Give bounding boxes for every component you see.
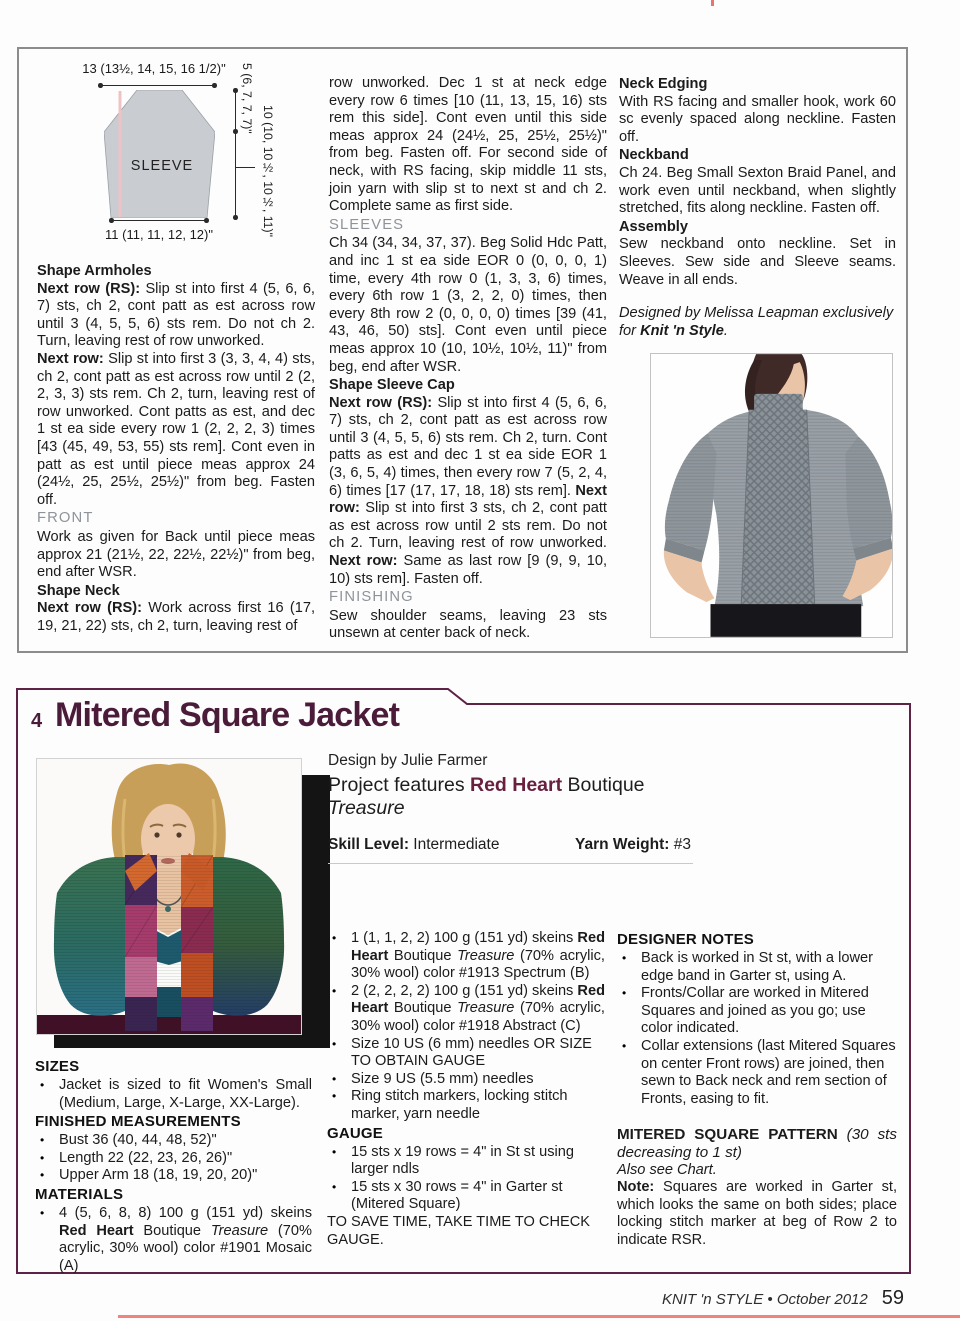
bullet-marker: • [332, 1179, 337, 1194]
pattern-paragraph: Next row (RS): Slip st into first 4 (5, 6, 6, 7) sts, ch 2, cont patt as est across row until 3 (4, 5, 5, 6) sts rem. Do not ch 2. Turn, leaving rest of row unworked. [37, 280, 315, 350]
heading-gauge: GAUGE [327, 1124, 384, 1142]
bullet-item [327, 1088, 605, 1123]
bullet-marker: • [40, 1078, 45, 1092]
schematic-measure-tick [235, 167, 255, 168]
skill-level-label: Skill Level: [328, 836, 409, 853]
info-divider-rule [328, 863, 693, 864]
bullet-text: Back is worked in St st, with a lower edge band in Garter st, using A. [641, 950, 873, 984]
bullet-item [617, 950, 897, 985]
bullet-text: Ring stitch markers, locking stitch marker, yarn needle [351, 1088, 568, 1122]
magazine-footer [480, 1287, 904, 1310]
schematic-bottom-measurement: 11 (11, 11, 12, 12)" [105, 227, 213, 242]
skill-level [328, 836, 499, 853]
print-registration-mark-bottom [118, 1315, 960, 1318]
gauge-reminder: TO SAVE TIME, TAKE TIME TO CHECK GAUGE. [327, 1213, 591, 1248]
pattern-column-2 [329, 61, 607, 643]
print-registration-mark-top [711, 0, 714, 6]
bullet-item [327, 1144, 605, 1179]
bullet-text: Fronts/Collar are worked in Mitered Squares and joined as you go; use color indicated. [641, 985, 869, 1037]
jacket-model-illustration [37, 759, 301, 1034]
schematic-cap-measure-line [235, 90, 236, 132]
schematic-bottom-measure-line [111, 220, 207, 221]
pattern-paragraph: Sew neckband onto neckline. Set in Sleeves. Sew side and Sleeve seams. Weave in all ends. [619, 236, 896, 288]
pattern-note: Note: Squares are worked in Garter st, which looks the same on both sides; place locking stitch marker at beg of Row 2 to indicate RSR. [617, 1179, 897, 1248]
bullet-item [617, 1038, 897, 1108]
svg-text:SLEEVE: SLEEVE [130, 158, 194, 174]
skill-yarn-row [328, 836, 698, 856]
yarn-weight-label: Yarn Weight: [575, 836, 670, 853]
jacket-info-block [328, 752, 698, 864]
bullet-marker: • [622, 1038, 627, 1053]
design-credit: Design by Julie Farmer [328, 752, 488, 769]
bullet-text: Upper Arm 18 (18, 19, 20, 20)" [59, 1167, 258, 1184]
bullet-text: Jacket is sized to fit Women's Small (Medium, Large, X-Large, XX-Large). [59, 1077, 312, 1111]
bullet-marker: • [332, 1071, 337, 1086]
heading-materials: MATERIALS [35, 1185, 124, 1203]
schematic-top-measure-line [100, 85, 215, 86]
jacket-photo [36, 758, 302, 1035]
bullet-text: Size 9 US (5.5 mm) needles [351, 1070, 534, 1087]
bullet-text: 15 sts x 19 rows = 4" in St st using larger ndls [351, 1143, 574, 1178]
bullet-text: 15 sts x 30 rows = 4" in Garter st (Mitered Square) [351, 1178, 563, 1213]
bullet-item [327, 1071, 605, 1089]
schematic-top-measurement: 13 (13½, 14, 15, 16 1/2)" [82, 61, 226, 76]
jacket-column-3 [617, 930, 897, 1250]
bullet-text: Bust 36 (40, 44, 48, 52)" [59, 1132, 217, 1149]
pattern-paragraph: Ch 24. Beg Small Sexton Braid Panel, and work even until neckband, when slightly stretched, fits along neckline. Fasten off. [619, 164, 896, 217]
section-heading-front: FRONT [37, 510, 94, 527]
sweater-back-illustration [651, 354, 892, 637]
bullet-marker: • [332, 931, 337, 945]
bullet-marker: • [40, 1168, 45, 1183]
bullet-marker: • [622, 951, 627, 965]
pattern-paragraph: With RS facing and smaller hook, work 60 sc evenly spaced along neckline. Fasten off. [619, 93, 896, 145]
bullet-item [35, 1150, 312, 1168]
bullet-text: Collar extensions (last Mitered Squares on center Front rows) are joined, then sewn to Back neck and rem section of Fronts, easing to fit. [641, 1037, 896, 1107]
bullet-item [35, 1167, 312, 1185]
pattern-paragraph: Next row: Slip st into first 3 (3, 3, 4, 4) sts, ch 2, cont patt as est across row until 2 (2, 2, 3, 3) sts rem. Ch 2, turn, leaving rest of row unworked. Cont patts as est, and dec 1 st ea side every row 1 (2, 2, 2, 3) times [43 (45, 49, 53, 55) sts rem]. Cont even in patt as est until piece meas approx 24 (24½, 25, 25½, 25½)" from beg. Fasten off. [37, 350, 315, 508]
heading-mitered-square-pattern: MITERED SQUARE PATTERN (30 sts decreasing to 1 st) [617, 1126, 897, 1161]
sweater-back-photo [650, 353, 893, 638]
bullet-item [327, 1179, 605, 1214]
yarn-weight [575, 836, 691, 854]
page-number: 59 [881, 1287, 904, 1309]
pattern-paragraph: Work as given for Back until piece meas approx 21 (21½, 22, 22½, 22½)" from beg, end after WSR. [37, 528, 315, 581]
bullet-marker: • [332, 1089, 337, 1104]
footer-magazine-title: KNIT 'n STYLE • October 2012 [662, 1291, 868, 1308]
skill-level-value: Intermediate [408, 836, 500, 853]
bullet-item [35, 1132, 312, 1150]
jacket-column-1 [35, 1057, 312, 1275]
bullet-item [617, 985, 897, 1038]
subheading-neck-edging: Neck Edging [619, 76, 708, 92]
pattern-paragraph: Sew shoulder seams, leaving 23 sts unsewn at center back of neck. [329, 607, 607, 642]
schematic-length-measure-line [235, 132, 236, 218]
see-chart-note: Also see Chart. [617, 1161, 717, 1178]
article-number: 4 [31, 710, 43, 732]
schematic-length-label: 10 (10, 10½, 10½, 11)" [261, 105, 275, 237]
sleeve-shape-drawing [104, 90, 215, 218]
bullet-marker: • [332, 1036, 337, 1051]
bullet-text: Size 10 US (6 mm) needles OR SIZE TO OBTAIN GAUGE [351, 1035, 592, 1070]
bullet-item [35, 1077, 312, 1112]
article-title: Mitered Square Jacket [55, 696, 400, 734]
bullet-item [327, 1036, 605, 1071]
pattern-paragraph: Next row (RS): Slip st into first 4 (5, 6, 6, 7) sts, ch 2, cont patt as est across row until 3 (4, 5, 5, 6) sts rem. Ch 2, turn. Cont patts as est and dec 1 st ea side EOR 1 (3, 6, 5, 4) times, then every row 7 (5, 2, 4, 6) times [17 (17, 17, 18, 18) sts rem]. Next row: Slip st into first 3 sts, ch 2, cont patt as est across row until 2 sts rem. Do not ch 2. Turn, leaving rest of row unworked. Next row: Same as last row [9 (9, 9, 10, 10) sts rem]. Fasten off. [329, 394, 607, 587]
bullet-text: 1 (1, 1, 2, 2) 100 g (151 yd) skeins Red Heart Boutique Treasure (70% acrylic, 30% wool) color #1913 Spectrum (B) [351, 930, 605, 982]
sleeve-schematic [37, 61, 315, 257]
bullet-item [327, 930, 605, 983]
yarn-weight-value: #3 [669, 836, 692, 853]
section-heading-finishing: FINISHING [329, 589, 414, 606]
subheading-neckband: Neckband [619, 147, 689, 164]
bullet-marker: • [40, 1133, 45, 1148]
bullet-marker: • [40, 1150, 45, 1165]
yarn-feature-line: Project features Red Heart Boutique Treasure [328, 774, 645, 819]
heading-designer-notes: DESIGNER NOTES [617, 931, 754, 948]
pattern-paragraph: Next row (RS): Work across first 16 (17, 19, 21, 22) sts, ch 2, turn, leaving rest of [37, 600, 315, 634]
subheading-shape-sleeve-cap: Shape Sleeve Cap [329, 377, 455, 394]
bullet-text: Length 22 (22, 23, 26, 26)" [59, 1149, 233, 1166]
heading-sizes: SIZES [35, 1058, 80, 1075]
pattern-paragraph: row unworked. Dec 1 st at neck edge every row 6 times [10 (11, 13, 15, 16) sts rem this side]. Cont even until this side meas approx 24 (24½, 25, 25½, 25½)" from beg. Fasten off. For second side of neck, with RS facing, skip middle 11 sts, join yarn with slip st to next st and ch 2. Complete same as first side. [329, 75, 607, 215]
bullet-text: 4 (5, 6, 8, 8) 100 g (151 yd) skeins Red Heart Boutique Treasure (70% acrylic, 30% wool) color #1901 Mosaic (A) [59, 1204, 312, 1274]
bullet-item [327, 983, 605, 1036]
bullet-marker: • [332, 983, 337, 998]
section-heading-sleeves: SLEEVES [329, 216, 405, 233]
heading-finished-measurements: FINISHED MEASUREMENTS [35, 1113, 241, 1131]
subheading-assembly: Assembly [619, 218, 688, 235]
subheading-shape-armholes: Shape Armholes [37, 263, 152, 279]
bullet-text: 2 (2, 2, 2, 2) 100 g (151 yd) skeins Red Heart Boutique Treasure (70% acrylic, 30% wool) color #1918 Abstract (C) [351, 982, 605, 1034]
pattern-column-3 [619, 61, 896, 340]
bullet-marker: • [40, 1205, 45, 1220]
subheading-shape-neck: Shape Neck [37, 582, 120, 599]
bullet-item [35, 1205, 312, 1275]
pattern-paragraph: Ch 34 (34, 34, 37, 37). Beg Solid Hdc Patt, and inc 1 st ea side EOR 0 (0, 0, 0, 1) time, every 4th row 0 (1, 3, 3, 6) times, every 6th row 1 (3, 2, 2, 0) times, then every 8th row 2 (0, 0, 0, 0) times [39 (41, 43, 46, 50) sts]. Cont even until piece meas approx 10 (10, 10½, 10½, 11)" from beg, end after WSR. [329, 235, 607, 375]
schematic-cap-depth-label: 5 (6, 7, 7, 7)" [240, 63, 254, 134]
pattern-column-1 [37, 61, 315, 635]
bullet-marker: • [622, 986, 627, 1001]
bullet-marker: • [332, 1144, 337, 1159]
designer-credit: Designed by Melissa Leapman exclusively for Knit 'n Style. [619, 305, 894, 339]
jacket-column-2 [327, 930, 605, 1249]
